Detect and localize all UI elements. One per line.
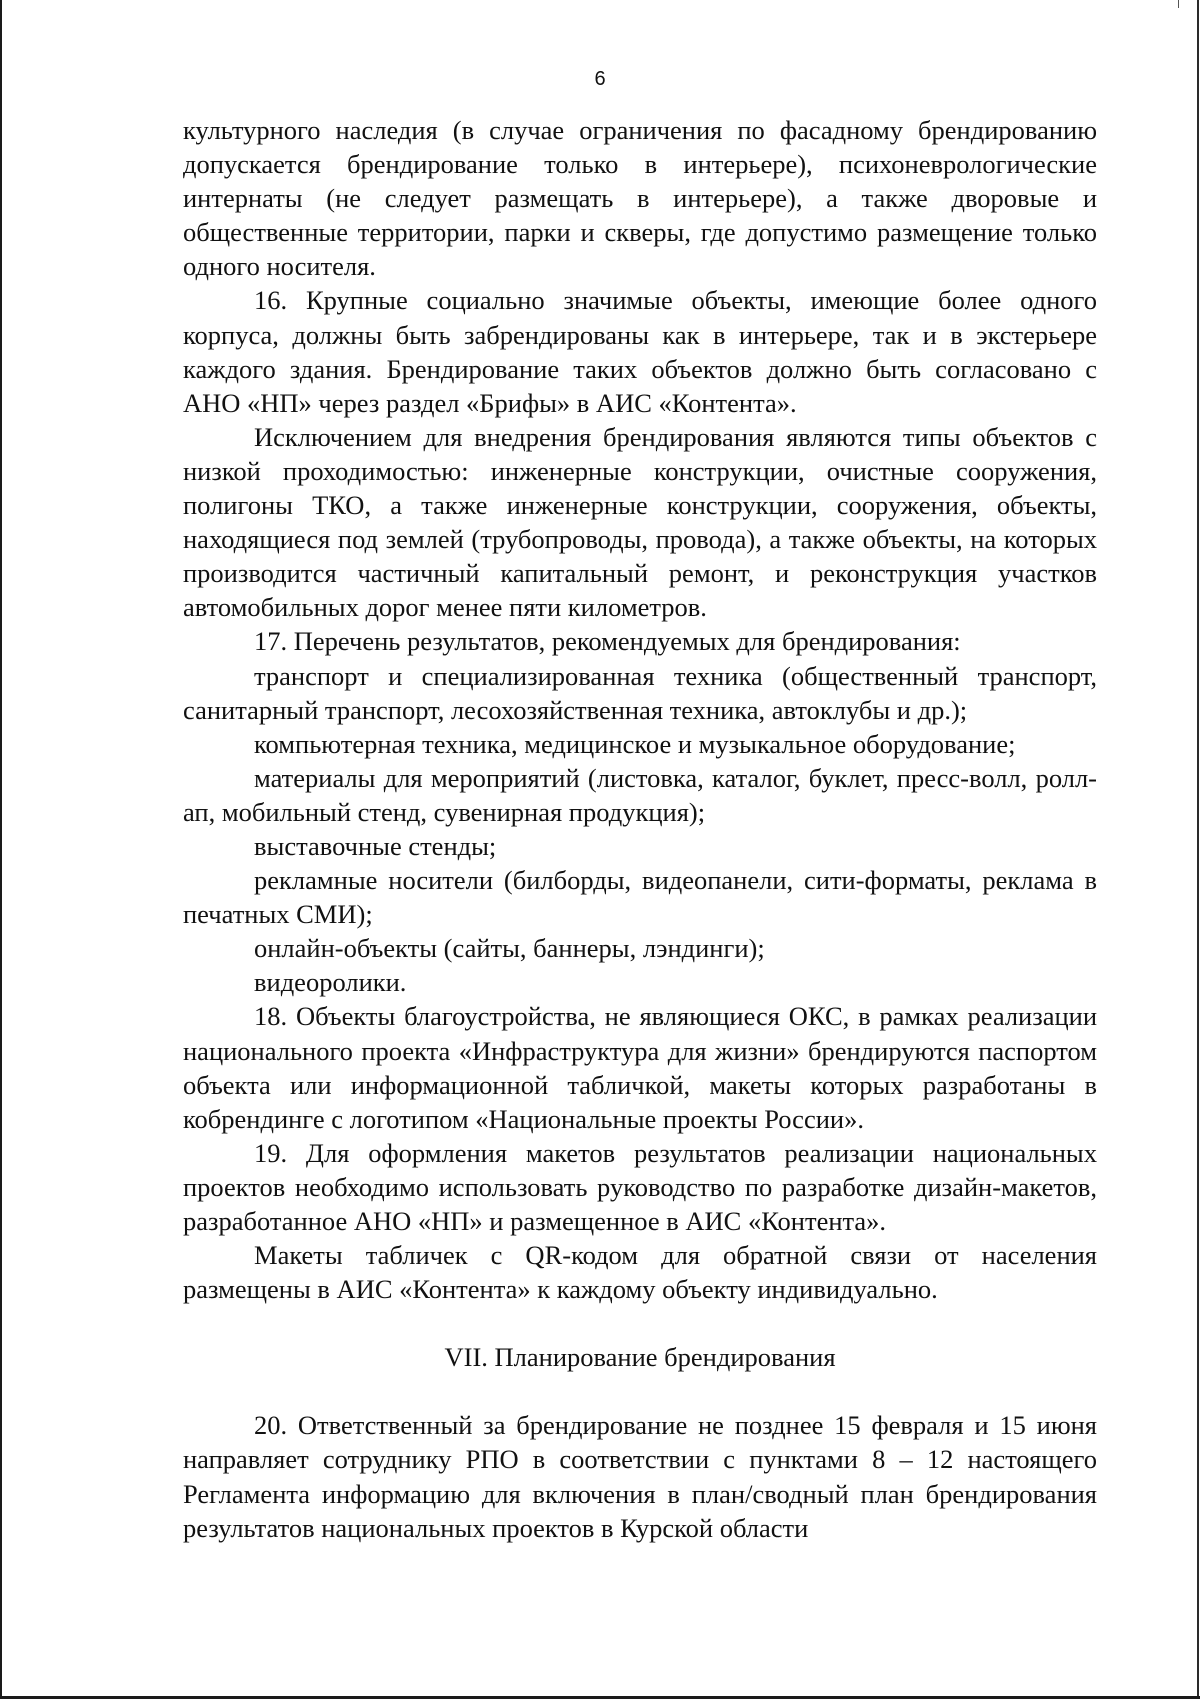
list-item: материалы для мероприятий (листовка, каталог, буклет, пресс-волл, ролл-ап, мобильный стенд, сувенирная продукция); xyxy=(183,762,1097,827)
paragraph: 16. Крупные социально значимые объекты, имеющие более одного корпуса, должны быть забрендированы как в интерьере, так и в экстерьере каждого здания. Брендирование таких объектов должно быть согласовано с АНО «НП» через раздел «Брифы» в АИС «Контента». xyxy=(183,285,1097,418)
document-body xyxy=(183,113,1097,1545)
paragraphs-after-heading xyxy=(183,1408,1097,1544)
scan-edge-mark xyxy=(1178,0,1179,8)
paragraphs-before-heading xyxy=(183,113,1097,1306)
list-item: видеоролики. xyxy=(254,967,407,998)
paragraph: 18. Объекты благоустройства, не являющиеся ОКС, в рамках реализации национального проекта «Инфраструктура для жизни» брендируются паспортом объекта или информационной табличкой, макеты которых разработаны в кобрендинге с логотипом «Национальные проекты России». xyxy=(183,1001,1097,1134)
paragraph: культурного наследия (в случае ограничения по фасадному брендированию допускается брендирование только в интерьере), психоневрологические интернаты (не следует размещать в интерьере), а также дворовые и общественные территории, парки и скверы, где допустимо размещение только одного носителя. xyxy=(183,115,1097,282)
list-item: выставочные стенды; xyxy=(254,830,497,861)
page-number: 6 xyxy=(594,68,606,90)
paragraph: Макеты табличек с QR-кодом для обратной связи от населения размещены в АИС «Контента» к каждому объекту индивидуально. xyxy=(183,1240,1097,1305)
list-item: онлайн-объекты (сайты, баннеры, лэндинги); xyxy=(254,933,765,964)
paragraph: 19. Для оформления макетов результатов реализации национальных проектов необходимо использовать руководство по разработке дизайн-макетов, разработанное АНО «НП» и размещенное в АИС «Контента». xyxy=(183,1137,1097,1236)
list-item: компьютерная техника, медицинское и музыкальное оборудование; xyxy=(254,728,1016,759)
paragraph: Исключением для внедрения брендирования являются типы объектов с низкой проходимостью: инженерные конструкции, очистные сооружения, полигоны ТКО, а также инженерные конструкции, сооружения, объекты, находящиеся под землей (трубопроводы, провода), а также объекты, на которых производится частичный капитальный ремонт, и реконструкция участков автомобильных дорог менее пяти километров. xyxy=(183,421,1097,623)
scan-edge-right xyxy=(1197,0,1199,1699)
list-item: транспорт и специализированная техника (общественный транспорт, санитарный транспорт, лесохозяйственная техника, автоклубы и др.); xyxy=(183,660,1097,725)
scan-edge-left xyxy=(0,0,2,1699)
list-item: рекламные носители (билборды, видеопанели, сити-форматы, реклама в печатных СМИ); xyxy=(183,865,1097,930)
paragraph: 20. Ответственный за брендирование не позднее 15 февраля и 15 июня направляет сотруднику РПО в соответствии с пунктами 8 – 12 настоящего Регламента информацию для включения в план/сводный план брендирования результатов национальных проектов в Курской области xyxy=(183,1410,1097,1543)
section-heading: VII. Планирование брендирования xyxy=(444,1342,836,1373)
paragraph: 17. Перечень результатов, рекомендуемых для брендирования: xyxy=(254,626,961,657)
